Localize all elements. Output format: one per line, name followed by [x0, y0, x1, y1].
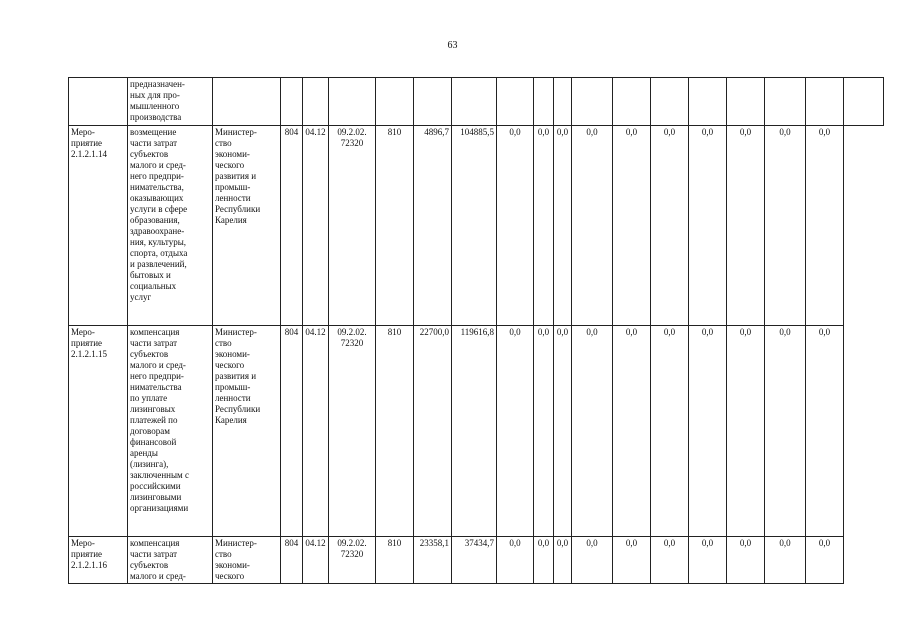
value-cell: 0,0	[572, 537, 613, 584]
value-cell: 0,0	[806, 126, 844, 326]
expense-type-cell: 810	[376, 326, 414, 537]
table-row	[69, 126, 884, 326]
value-cell: 0,0	[651, 326, 689, 537]
activity-cell: Меро- приятие 2.1.2.1.15	[69, 326, 128, 537]
amount-cell: 37434,7	[452, 537, 497, 584]
grbs-code-cell: 804	[281, 537, 303, 584]
value-cell: 0,0	[765, 326, 806, 537]
value-cell: 0,0	[765, 126, 806, 326]
value-cell: 0,0	[613, 326, 651, 537]
target-item-code-cell: 09.2.02. 72320	[329, 537, 376, 584]
value-cell: 0,0	[534, 537, 554, 584]
amount-cell: 23358,1	[414, 537, 452, 584]
activity-cell: Меро- приятие 2.1.2.1.16	[69, 537, 128, 584]
value-cell: 0,0	[765, 537, 806, 584]
value-cell: 0,0	[534, 126, 554, 326]
value-cell: 0,0	[572, 126, 613, 326]
value-cell: 0,0	[689, 126, 727, 326]
activity-cell	[69, 78, 128, 126]
amount-cell: 104885,5	[452, 126, 497, 326]
budget-table	[68, 77, 884, 584]
value-cell: 0,0	[497, 537, 534, 584]
activity-cell: Меро- приятие 2.1.2.1.14	[69, 126, 128, 326]
value-cell: 0,0	[497, 326, 534, 537]
amount-cell: 4896,7	[414, 126, 452, 326]
target-item-code-cell: 09.2.02. 72320	[329, 326, 376, 537]
target-item-code-cell: 09.2.02. 72320	[329, 126, 376, 326]
table-row-continuation	[69, 78, 884, 126]
value-cell: 0,0	[727, 126, 765, 326]
value-cell: 0,0	[572, 326, 613, 537]
description-cell: предназначен- ных для про- мышленного производства	[128, 78, 213, 126]
value-cell: 0,0	[727, 537, 765, 584]
value-cell: 0,0	[613, 537, 651, 584]
executor-cell: Министер- ство экономи- ческого развития и промыш- ленности Республики Карелия	[213, 126, 281, 326]
value-cell: 0,0	[497, 126, 534, 326]
amount-cell: 22700,0	[414, 326, 452, 537]
value-cell: 0,0	[554, 537, 572, 584]
expense-type-cell: 810	[376, 537, 414, 584]
value-cell: 0,0	[613, 126, 651, 326]
section-code-cell: 04.12	[303, 326, 329, 537]
executor-cell: Министер- ство экономи- ческого	[213, 537, 281, 584]
grbs-code-cell: 804	[281, 126, 303, 326]
value-cell: 0,0	[651, 126, 689, 326]
value-cell: 0,0	[689, 326, 727, 537]
description-cell: возмещение части затрат субъектов малого и сред- него предпри- нимательства, оказывающих услуги в сфере образования, здравоохране- ния, культуры, спорта, отдыха и развлечений, бытовых и социальных услуг	[128, 126, 213, 326]
page-number: 63	[447, 40, 458, 51]
description-cell: компенсация части затрат субъектов малого и сред-	[128, 537, 213, 584]
executor-cell: Министер- ство экономи- ческого развития и промыш- ленности Республики Карелия	[213, 326, 281, 537]
executor-cell	[213, 78, 281, 126]
value-cell: 0,0	[534, 326, 554, 537]
section-code-cell: 04.12	[303, 537, 329, 584]
value-cell: 0,0	[806, 537, 844, 584]
amount-cell: 119616,8	[452, 326, 497, 537]
value-cell: 0,0	[727, 326, 765, 537]
value-cell: 0,0	[651, 537, 689, 584]
grbs-code-cell: 804	[281, 326, 303, 537]
table-row	[69, 537, 884, 584]
value-cell: 0,0	[554, 326, 572, 537]
value-cell: 0,0	[806, 326, 844, 537]
description-cell: компенсация части затрат субъектов малого и сред- него предпри- нимательства по уплате лизинговых платежей по договорам финансовой аренды (лизинга), заключенным с российскими лизинговыми организациями	[128, 326, 213, 537]
value-cell: 0,0	[554, 126, 572, 326]
table-row	[69, 326, 884, 537]
expense-type-cell: 810	[376, 126, 414, 326]
value-cell: 0,0	[689, 537, 727, 584]
section-code-cell: 04.12	[303, 126, 329, 326]
